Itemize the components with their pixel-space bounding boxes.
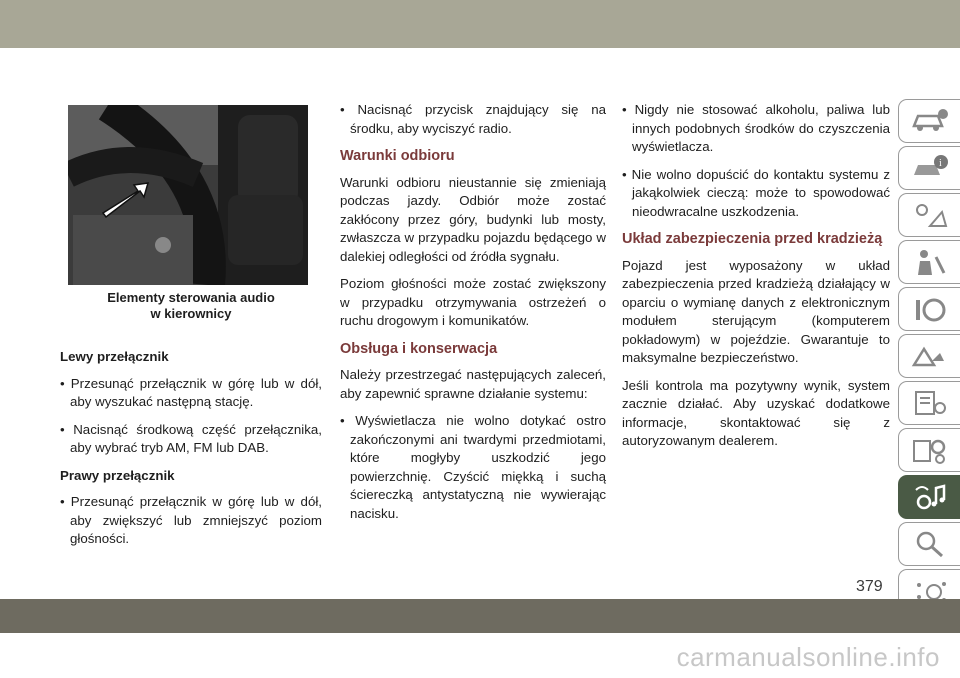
section-heading: Układ zabezpieczenia przed kradzieżą xyxy=(622,231,883,247)
column-1 xyxy=(60,290,322,558)
tab-dashboard[interactable] xyxy=(898,146,960,190)
bullet: • Nie wolno dopuścić do kontaktu systemu z jakąkolwiek cieczą: może to spowodować nieodwracalne uszkodzenia. xyxy=(622,166,890,219)
bottom-band xyxy=(0,599,960,633)
service-icon xyxy=(910,388,950,418)
search-icon xyxy=(910,529,950,559)
right-switch-heading: Prawy przełącznik xyxy=(60,467,175,483)
bullet: • Nigdy nie stosować alkoholu, paliwa lub innych podobnych środków do czyszczenia wyświetlacza. xyxy=(622,102,890,154)
column-3 xyxy=(622,101,890,460)
steering-wheel-illustration xyxy=(68,105,308,285)
paragraph: Należy przestrzegać następujących zaleceń, aby zapewnić sprawne działanie systemu: xyxy=(340,367,606,401)
steering-start-icon xyxy=(910,294,950,324)
tab-emergency[interactable] xyxy=(898,334,960,378)
hazard-triangle-icon xyxy=(910,341,950,371)
dashboard-info-icon xyxy=(910,153,950,183)
paragraph: Poziom głośności może zostać zwiększony w przypadku otrzymywania ostrzeżeń o ruchu drogowym i komunikatów. xyxy=(340,276,606,328)
bullet: • Nacisnąć środkową część przełącznika, aby wybrać tryb AM, FM lub DAB. xyxy=(60,421,322,455)
bullet: • Wyświetlacza nie wolno dotykać ostro zakończonymi ani twardymi przedmiotami, które mogłyby uszkodzić jego powierzchnię. Czyścić miękką i suchą ściereczką antystatyczną nie wywierając nacisku. xyxy=(340,413,606,521)
tab-service[interactable] xyxy=(898,381,960,425)
tab-multimedia[interactable] xyxy=(898,475,960,519)
paragraph: Warunki odbioru nieustannie się zmieniają podczas jazdy. Odbiór może zostać zakłócony przez góry, budynki lub mosty, zwłaszcza w przypadku pojazdu będącego w dalekiej odległości od źródła sygnału. xyxy=(340,174,606,264)
paragraph: Jeśli kontrola ma pozytywny wynik, system zacznie działać. Aby uzyskać dodatkowe informacje, skontaktować się z autoryzowanym dealerem. xyxy=(622,377,890,448)
paragraph: Pojazd jest wyposażony w układ zabezpieczenia przed kradzieżą działający w oparciu o wymianę danych z elektronicznym modułem sterującym (komputerem pokładowym) w pojeździe. Gwarantuje to maksymalne bezpieczeństwo. xyxy=(622,257,890,365)
section-heading: Warunki odbioru xyxy=(340,148,455,164)
tab-warning-lights[interactable] xyxy=(898,193,960,237)
page-number: 379 xyxy=(856,578,883,595)
chapter-tabs xyxy=(898,99,960,616)
tab-car-info[interactable] xyxy=(898,99,960,143)
bullet: • Przesunąć przełącznik w górę lub w dół, aby wyszukać następną stację. xyxy=(60,375,322,409)
figure-caption: Elementy sterowania audio w kierownicy xyxy=(107,290,275,321)
tab-specs[interactable] xyxy=(898,428,960,472)
car-info-icon xyxy=(910,106,950,136)
section-heading: Obsługa i konserwacja xyxy=(340,340,498,357)
top-band xyxy=(0,0,960,48)
seatbelt-airbag-icon xyxy=(910,247,950,277)
svg-text:i: i xyxy=(938,158,942,169)
tab-search[interactable] xyxy=(898,522,960,566)
tab-safety[interactable] xyxy=(898,240,960,284)
column-2 xyxy=(340,101,606,532)
warning-light-icon xyxy=(910,200,950,230)
steering-wheel-photo xyxy=(68,105,308,285)
specs-gear-icon xyxy=(910,435,950,465)
bullet: • Nacisnąć przycisk znajdujący się na środku, aby wyciszyć radio. xyxy=(340,102,606,136)
multimedia-icon xyxy=(910,482,950,512)
bullet: • Przesunąć przełącznik w górę lub w dół, aby zwiększyć lub zmniejszyć poziom głośności. xyxy=(60,494,322,546)
tab-starting-driving[interactable] xyxy=(898,287,960,331)
watermark-text: carmanualsonline.info xyxy=(676,642,940,672)
left-switch-heading: Lewy przełącznik xyxy=(60,349,169,364)
